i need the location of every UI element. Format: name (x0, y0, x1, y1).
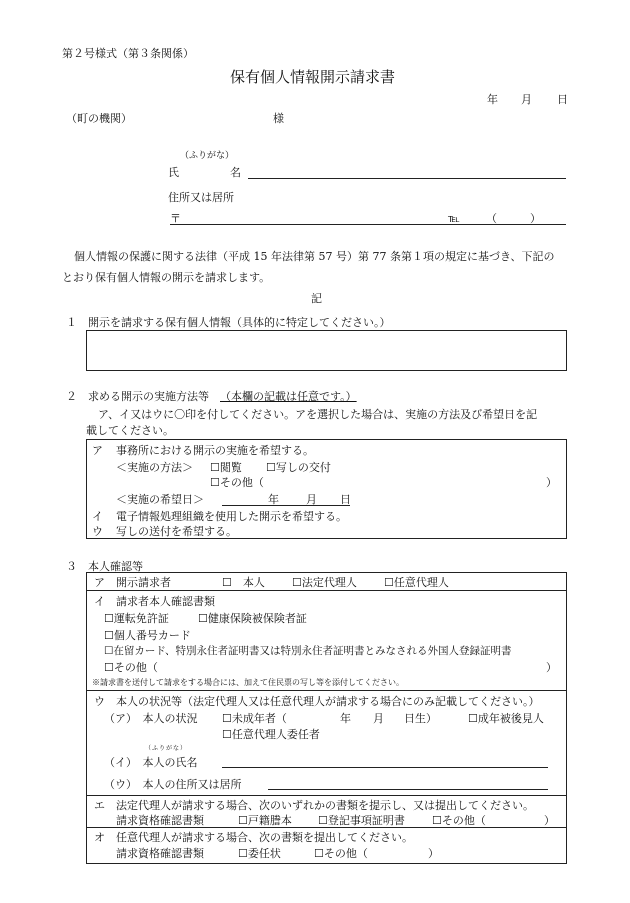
voluntary-agent-checkbox[interactable]: ☐任意代理人 (384, 576, 449, 589)
id-other-checkbox[interactable]: ☐その他（ (104, 661, 158, 674)
minor-birth-month: 月 (373, 712, 384, 725)
principal-status-title: 本人の状況等（法定代理人又は任意代理人が請求する場合にのみ記載してください。） (116, 695, 540, 708)
intro-line-1: 個人情報の保護に関する法律（平成 15 年法律第 57 号）第 77 条第１項の規定に基づき、下記の (74, 250, 555, 263)
sec2-option-u-mark[interactable]: ウ (92, 525, 103, 538)
date-day-label: 日 (557, 93, 568, 106)
koseki-checkbox[interactable]: ☐戸籍謄本 (238, 814, 292, 827)
page-title: 保有個人情報開示請求書 (230, 68, 396, 86)
date-month-label: 月 (521, 93, 532, 106)
name-label-2: 名 (230, 166, 241, 179)
sec2-number: ２ (66, 390, 77, 403)
principal-name-label: （イ） 本人の氏名 (104, 756, 198, 769)
date-year-label: 年 (487, 93, 498, 106)
desired-month-label: 月 (306, 493, 317, 506)
adult-ward-checkbox[interactable]: ☐成年被後見人 (468, 712, 544, 725)
sec3-row-divider (86, 827, 567, 828)
sec3-heading: 本人確認等 (88, 560, 143, 573)
method-other-checkbox[interactable]: ☐その他（ (210, 476, 264, 489)
principal-status-label: （ア） 本人の状況 (104, 712, 198, 725)
registry-cert-checkbox[interactable]: ☐登記事項証明書 (318, 814, 405, 827)
legal-agent-checkbox[interactable]: ☐法定代理人 (292, 576, 357, 589)
minor-birth-day: 日生） (404, 712, 437, 725)
voluntary-other-close: ） (428, 847, 439, 860)
voluntary-agent-docs-label: 請求資格確認書類 (116, 847, 204, 860)
sec3-number: ３ (66, 560, 77, 573)
self-checkbox[interactable]: ☐ 本人 (222, 576, 265, 589)
applicant-name-field[interactable] (248, 178, 566, 179)
tel-icon: ℡ (448, 212, 460, 225)
sec3-row-divider (86, 795, 567, 796)
tel-close-paren: ） (530, 212, 541, 225)
sec1-number: １ (66, 316, 77, 329)
sec2-instruction-2: 載してください。 (86, 424, 174, 437)
sec2-option-a-text: 事務所における開示の実施を希望する。 (116, 444, 314, 457)
legal-other-checkbox[interactable]: ☐その他（ (432, 814, 486, 827)
sec3-i-mark: イ (94, 595, 105, 608)
sec3-e-mark: エ (94, 799, 105, 812)
applicant-address-field[interactable] (170, 224, 566, 225)
drivers-license-checkbox[interactable]: ☐運転免許証 (104, 612, 169, 625)
legal-agent-docs-label: 請求資格確認書類 (116, 814, 204, 827)
sec3-u-mark: ウ (94, 695, 105, 708)
honorific: 様 (273, 112, 284, 125)
sec2-optional-note: （本欄の記載は任意です。） (220, 390, 357, 403)
tel-open-paren: （ (486, 212, 497, 225)
sec3-row-divider (86, 590, 567, 591)
postal-mark: 〒 (170, 212, 181, 225)
sec3-row-divider (86, 690, 567, 691)
insurance-card-checkbox[interactable]: ☐健康保険被保険者証 (198, 612, 307, 625)
residence-card-checkbox[interactable]: ☐在留カード、特別永住者証明書又は特別永住者証明書とみなされる外国人登録証明書 (104, 645, 512, 657)
desired-date-field[interactable] (222, 505, 350, 506)
furigana-label: （ふりがな） (180, 151, 235, 161)
intro-line-2: とおり保有個人情報の開示を請求します。 (62, 271, 271, 284)
sec2-option-i-mark[interactable]: イ (92, 510, 103, 523)
mynumber-card-checkbox[interactable]: ☐個人番号カード (104, 629, 191, 642)
voluntary-agent-docs-text: 任意代理人が請求する場合、次の書類を提出してください。 (116, 831, 413, 844)
sec2-instruction-1: ア、イ又はウに〇印を付してください。アを選択した場合は、実施の方法及び希望日を記 (98, 408, 538, 421)
principal-address-label: （ウ） 本人の住所又は居所 (104, 778, 242, 791)
sec2-option-i-text: 電子情報処理組織を使用した開示を希望する。 (116, 510, 347, 523)
minor-checkbox[interactable]: ☐未成年者（ (222, 712, 287, 725)
desired-day-label: 日 (340, 493, 351, 506)
sec2-option-a-mark[interactable]: ア (92, 444, 103, 457)
legal-agent-docs-text: 法定代理人が請求する場合、次のいずれかの書類を提示し、又は提出してください。 (116, 799, 534, 812)
method-label: ＜実施の方法＞ (116, 461, 193, 474)
copy-checkbox[interactable]: ☐写しの交付 (266, 461, 331, 474)
address-label: 住所又は居所 (168, 191, 234, 204)
view-checkbox[interactable]: ☐閲覧 (210, 461, 242, 474)
ki-label: 記 (311, 292, 322, 305)
sec3-a-mark: ア (94, 576, 105, 589)
mail-note: ※請求書を送付して請求をする場合には、加えて住民票の写し等を添付してください。 (92, 678, 404, 687)
form-number: 第２号様式（第３条関係） (62, 47, 194, 60)
name-label-1: 氏 (168, 166, 179, 179)
sec1-heading: 開示を請求する保有個人情報（具体的に特定してください。） (88, 316, 391, 329)
principal-address-field[interactable] (268, 789, 548, 790)
id-other-close: ） (546, 661, 557, 674)
method-other-close: ） (546, 476, 557, 489)
addressee: （町の機関） (66, 112, 132, 125)
legal-other-close: ） (544, 814, 555, 827)
sec2-option-u-text: 写しの送付を希望する。 (116, 525, 237, 538)
requester-label: 開示請求者 (116, 576, 171, 589)
principal-name-field[interactable] (222, 767, 548, 768)
minor-birth-year: 年 (340, 712, 351, 725)
desired-date-label: ＜実施の希望日＞ (116, 493, 204, 506)
sec3-o-mark: オ (94, 831, 105, 844)
sec2-heading: 求める開示の実施方法等 (88, 390, 209, 403)
desired-year-label: 年 (268, 493, 279, 506)
delegator-checkbox[interactable]: ☐任意代理人委任者 (222, 728, 320, 741)
voluntary-other-checkbox[interactable]: ☐その他（ (314, 847, 368, 860)
id-docs-title: 請求者本人確認書類 (116, 595, 215, 608)
principal-furigana-label: （ふりがな） (145, 745, 188, 752)
power-of-attorney-checkbox[interactable]: ☐委任状 (238, 847, 281, 860)
sec1-info-box[interactable] (86, 330, 567, 371)
